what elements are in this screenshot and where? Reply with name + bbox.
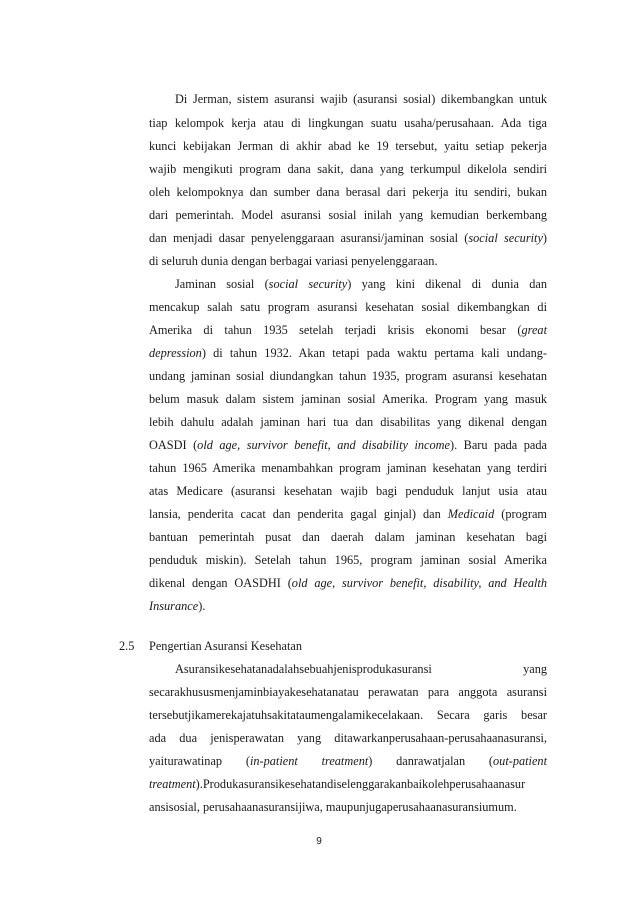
paragraph-2-line: mencakup salah satu program asuransi kesehatan sosial dikembangkan di (149, 300, 547, 314)
paragraph-1-line: dari pemerintah. Model asuransi sosial inilah yang kemudian berkembang (149, 208, 547, 222)
paragraph-1-line: tiap kelompok kerja atau di lingkungan suatu usaha/perusahaan. Ada tiga (149, 116, 547, 130)
page-number: 9 (316, 836, 322, 847)
paragraph-3-line: secarakhususmenjaminbiayakesehatanatau perawatan para anggota asuransi (149, 685, 547, 699)
paragraph-2-line: dikenal dengan OASDHI (old age, survivor benefit, disability, and Health (149, 576, 548, 590)
paragraph-2-line: atas Medicare (asuransi kesehatan wajib bagi penduduk lanjut usia atau (149, 484, 547, 498)
paragraph-2-line: belum masuk dalam sistem jaminan sosial Amerika. Program yang masuk (149, 392, 547, 406)
paragraph-1-line: wajib mengikuti program dana sakit, dana yang terkumpul dikelola sendiri (149, 162, 547, 176)
paragraph-2-line: Jaminan sosial (social security) yang kini dikenal di dunia dan (175, 277, 547, 291)
paragraph-2-line: OASDI (old age, survivor benefit, and disability income). Baru pada pada (149, 438, 547, 452)
paragraph-2-line: Insurance). (149, 599, 206, 613)
paragraph-2-line: penduduk miskin). Setelah tahun 1965, program jaminan sosial Amerika (149, 553, 547, 567)
paragraph-3-line: ada dua jenisperawatan yang ditawarkanperusahaan-perusahaanasuransi, (149, 731, 547, 745)
paragraph-1-line: dan menjadi dasar penyelenggaraan asuransi/jaminan sosial (social security) (149, 231, 548, 245)
paragraph-2-line: tahun 1965 Amerika menambahkan program jaminan kesehatan yang terdiri (149, 461, 547, 475)
paragraph-2-line: bantuan pemerintah pusat dan daerah dalam jaminan kesehatan bagi (149, 530, 547, 544)
paragraph-3-line: yaiturawatinap (in-patient treatment) danrawatjalan (out-patient (149, 754, 547, 768)
section-number: 2.5 (119, 639, 135, 653)
paragraph-2-line: lansia, penderita cacat dan penderita gagal ginjal) dan Medicaid (program (149, 507, 547, 521)
paragraph-2-line: depression) di tahun 1932. Akan tetapi pada waktu pertama kali undang- (149, 346, 547, 360)
paragraph-2-line: Amerika di tahun 1935 setelah terjadi krisis ekonomi besar (great (149, 323, 547, 337)
paragraph-2-line: lebih dahulu adalah jaminan hari tua dan disabilitas yang dikenal dengan (149, 415, 547, 429)
paragraph-1-line: di seluruh dunia dengan berbagai variasi penyelenggaraan. (149, 254, 438, 268)
paragraph-3-line: ansisosial, perusahaanasuransijiwa, maupunjugaperusahaanasuransiumum. (149, 800, 517, 814)
paragraph-1-line: oleh kelompoknya dan sumber dana berasal dari pekerja itu sendiri, bukan (149, 185, 547, 199)
paragraph-1-line: kunci kebijakan Jerman di akhir abad ke 19 tersebut, yaitu setiap pekerja (149, 139, 547, 153)
paragraph-3-line: Asuransikesehatanadalahsebuahjenisprodukasuransi yang (175, 662, 547, 676)
paragraph-3-line: treatment).Produkasuransikesehatandiselenggarakanbaikolehperusahaanasur (149, 777, 526, 791)
paragraph-1-line: Di Jerman, sistem asuransi wajib (asuransi sosial) dikembangkan untuk (175, 92, 547, 106)
paragraph-2-line: undang jaminan sosial diundangkan tahun 1935, program asuransi kesehatan (149, 369, 547, 383)
paragraph-3-line: tersebutjikamerekajatuhsakitataumengalamikecelakaan. Secara garis besar (149, 708, 547, 722)
section-title: Pengertian Asuransi Kesehatan (149, 639, 302, 653)
